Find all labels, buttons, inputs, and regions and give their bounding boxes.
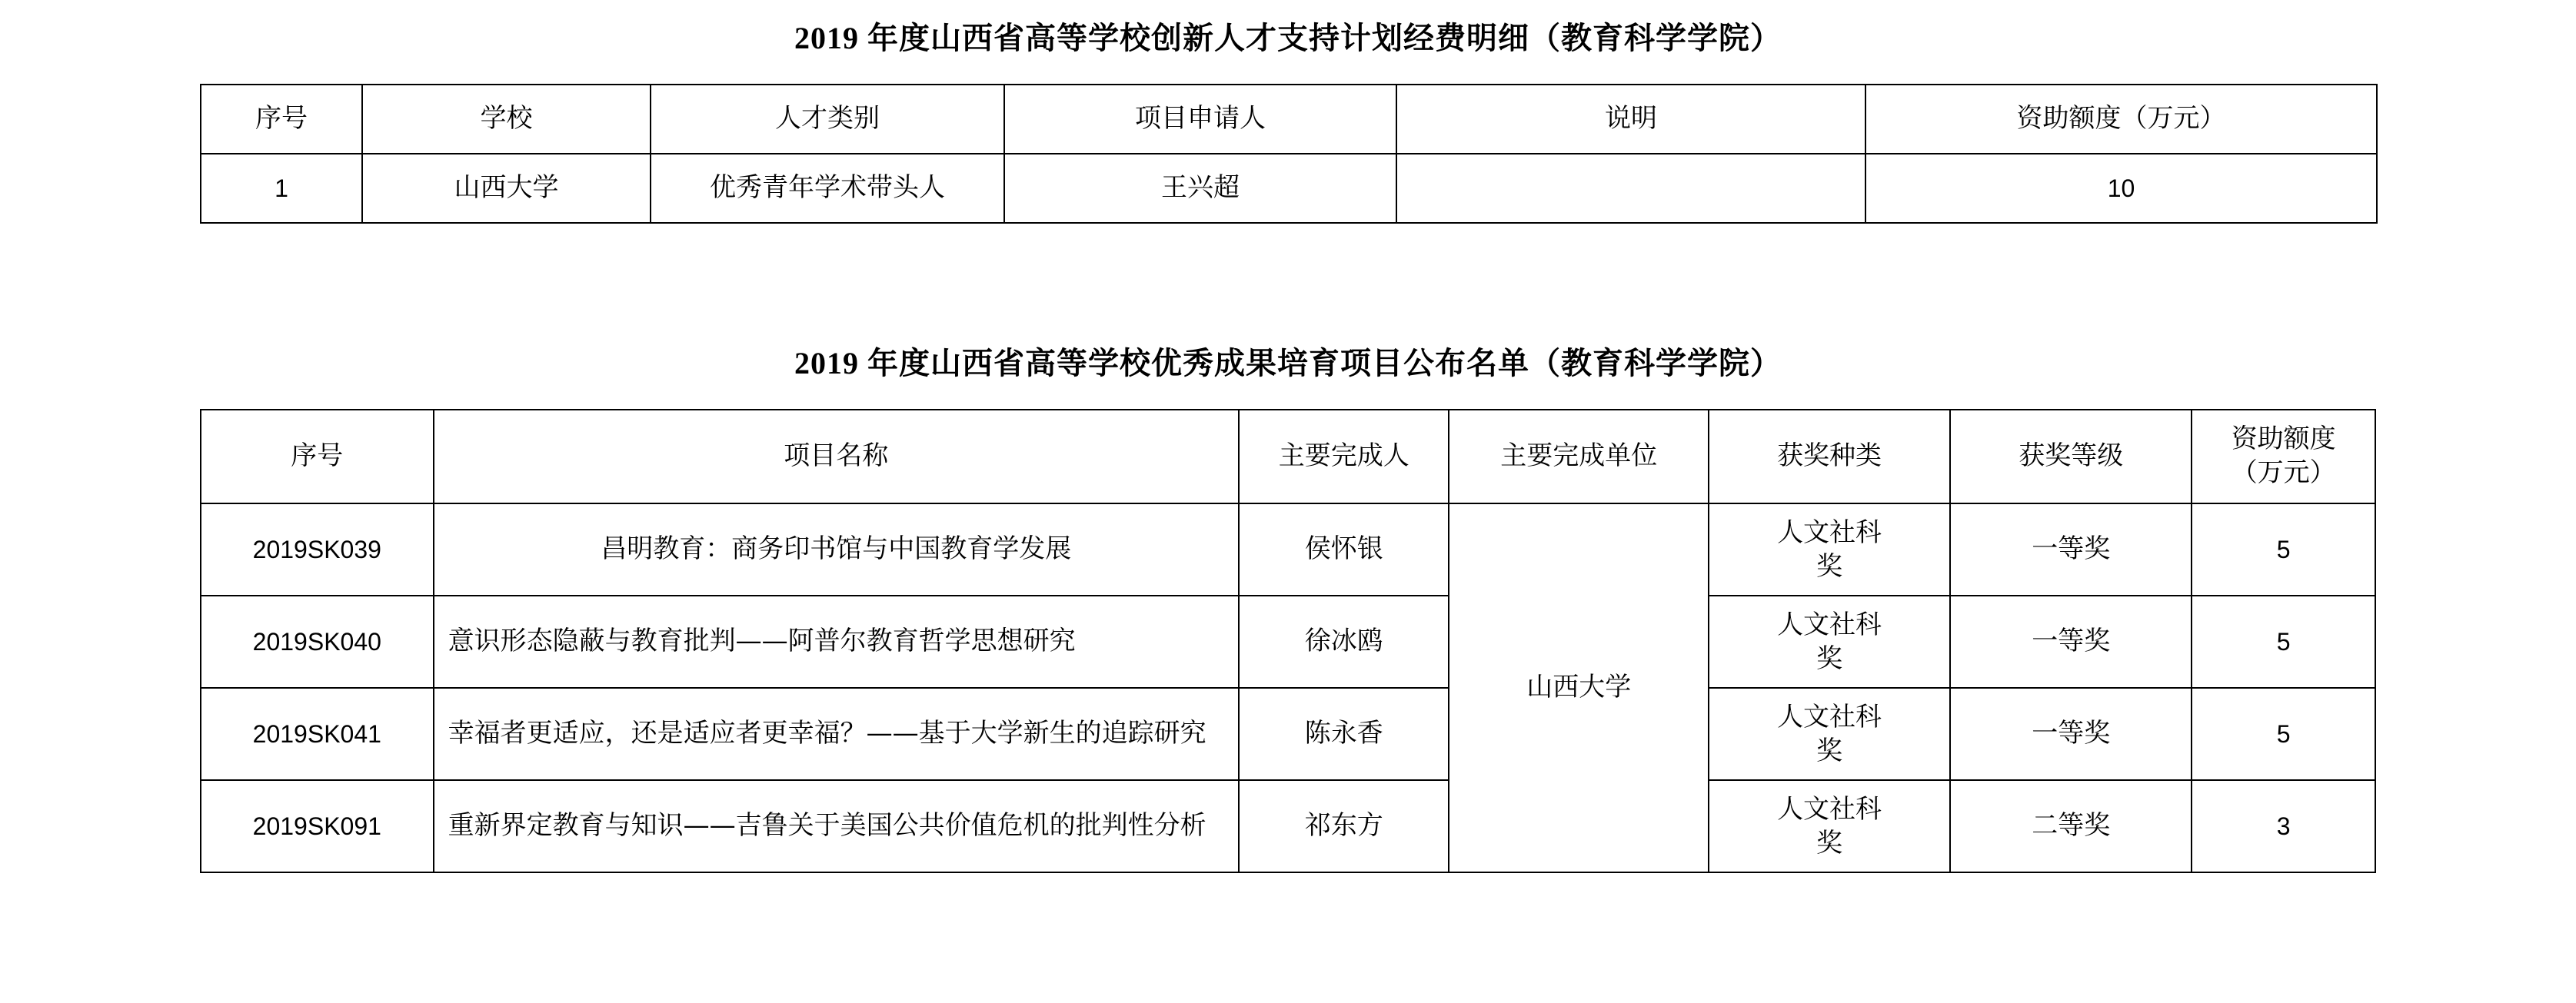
cell-index: 1 xyxy=(201,154,362,223)
column-header-school: 学校 xyxy=(362,85,651,154)
award-type-line1: 人文社科 xyxy=(1777,609,1882,640)
cell-amount: 5 xyxy=(2192,503,2375,596)
table-row xyxy=(201,596,2375,688)
table-row xyxy=(201,688,2375,780)
table-header-row xyxy=(201,85,2377,154)
award-type-line2: 奖 xyxy=(1816,828,1843,859)
cell-index: 2019SK041 xyxy=(201,688,434,780)
cell-award-type xyxy=(1709,688,1950,780)
cell-school: 山西大学 xyxy=(362,154,651,223)
cell-applicant: 王兴超 xyxy=(1004,154,1396,223)
cell-project-name: 重新界定教育与知识——吉鲁关于美国公共价值危机的批判性分析 xyxy=(434,780,1239,872)
cell-project-name: 幸福者更适应，还是适应者更幸福？——基于大学新生的追踪研究 xyxy=(434,688,1239,780)
page-title-awards: 2019 年度山西省高等学校优秀成果培育项目公布名单（教育科学学院） xyxy=(794,346,1782,380)
column-header-index: 序号 xyxy=(201,410,434,503)
cell-talent-type: 优秀青年学术带头人 xyxy=(651,154,1004,223)
awards-table xyxy=(200,409,2376,873)
column-header-index: 序号 xyxy=(201,85,362,154)
cell-note xyxy=(1396,154,1865,223)
cell-award-level: 二等奖 xyxy=(1950,780,2192,872)
amount-header-line1: 资助额度 xyxy=(2231,423,2336,455)
column-header-applicant: 项目申请人 xyxy=(1004,85,1396,154)
cell-project-name: 昌明教育：商务印书馆与中国教育学发展 xyxy=(434,503,1239,596)
cell-main-person: 祁东方 xyxy=(1239,780,1449,872)
cell-amount: 3 xyxy=(2192,780,2375,872)
cell-index: 2019SK039 xyxy=(201,503,434,596)
table-row xyxy=(201,780,2375,872)
award-type-line1: 人文社科 xyxy=(1777,701,1882,732)
cell-award-type xyxy=(1709,596,1950,688)
award-type-line2: 奖 xyxy=(1816,643,1843,674)
cell-award-level: 一等奖 xyxy=(1950,596,2192,688)
cell-main-person: 徐冰鸥 xyxy=(1239,596,1449,688)
cell-amount: 5 xyxy=(2192,596,2375,688)
cell-index: 2019SK040 xyxy=(201,596,434,688)
funding-table xyxy=(200,84,2378,224)
cell-amount: 10 xyxy=(1865,154,2377,223)
column-header-project-name: 项目名称 xyxy=(434,410,1239,503)
cell-main-person: 陈永香 xyxy=(1239,688,1449,780)
column-header-amount xyxy=(2192,410,2375,503)
awards-section xyxy=(200,224,2376,873)
column-header-main-unit: 主要完成单位 xyxy=(1449,410,1708,503)
amount-header-line2: （万元） xyxy=(2231,457,2336,488)
cell-index: 2019SK091 xyxy=(201,780,434,872)
cell-award-type xyxy=(1709,780,1950,872)
table-header-row xyxy=(201,410,2375,503)
cell-award-level: 一等奖 xyxy=(1950,503,2192,596)
column-header-main-person: 主要完成人 xyxy=(1239,410,1449,503)
award-type-line1: 人文社科 xyxy=(1777,793,1882,825)
award-type-line2: 奖 xyxy=(1816,551,1843,582)
cell-award-level: 一等奖 xyxy=(1950,688,2192,780)
column-header-award-type: 获奖种类 xyxy=(1709,410,1950,503)
table-row xyxy=(201,503,2375,596)
cell-amount: 5 xyxy=(2192,688,2375,780)
cell-main-person: 侯怀银 xyxy=(1239,503,1449,596)
cell-main-unit-merged: 山西大学 xyxy=(1449,503,1708,872)
column-header-award-level: 获奖等级 xyxy=(1950,410,2192,503)
column-header-amount: 资助额度（万元） xyxy=(1865,85,2377,154)
column-header-talent-type: 人才类别 xyxy=(651,85,1004,154)
column-header-note: 说明 xyxy=(1396,85,1865,154)
cell-project-name: 意识形态隐蔽与教育批判——阿普尔教育哲学思想研究 xyxy=(434,596,1239,688)
award-type-line2: 奖 xyxy=(1816,736,1843,766)
funding-section xyxy=(200,0,2376,224)
cell-award-type xyxy=(1709,503,1950,596)
award-type-line1: 人文社科 xyxy=(1777,516,1882,548)
table-row xyxy=(201,154,2377,223)
page-title-funding: 2019 年度山西省高等学校创新人才支持计划经费明细（教育科学学院） xyxy=(794,21,1782,55)
